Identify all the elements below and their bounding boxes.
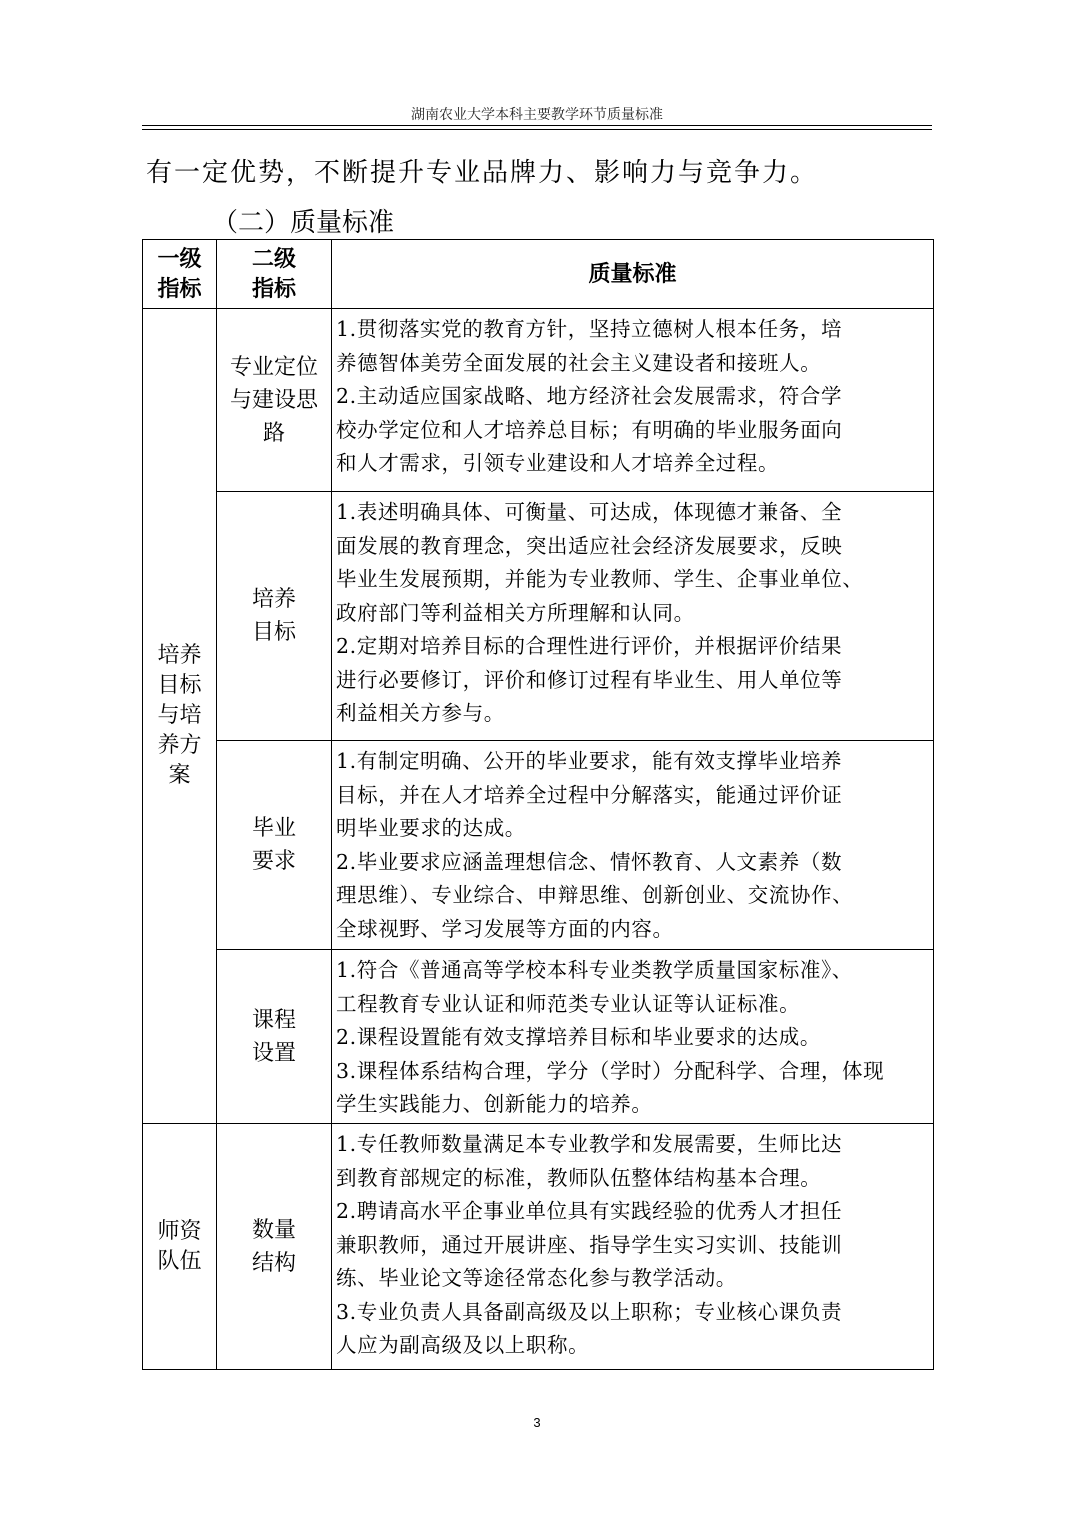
standard-line: 2.主动适应国家战略、地方经济社会发展需求，符合学 [336,384,843,408]
standard-line: 理思维）、专业综合、申辩思维、创新创业、交流协作、 [336,883,854,907]
standard-line: 毕业生发展预期，并能为专业教师、学生、企事业单位、 [336,567,864,591]
level2-text: 课程 [251,1007,296,1033]
standard-line: 兼职教师，通过开展讲座、指导学生实习实训、技能训 [336,1232,843,1257]
header-level2-line: 二级 [251,246,296,272]
standard-line: 目标，并在人才培养全过程中分解落实，能通过评价证 [336,782,843,807]
header-rule-thin [142,129,932,130]
header-level1 [143,240,217,309]
level2-cell [217,950,332,1124]
level2-text: 目标 [251,620,296,645]
level1-cell [143,309,217,1124]
page-number: 3 [533,1415,541,1430]
standard-line: 面发展的教育理念，突出适应社会经济发展要求，反映 [336,533,843,558]
level2-text: 要求 [251,849,296,874]
standard-line: 全球视野、学习发展等方面的内容。 [336,916,674,941]
standard-line: 2.课程设置能有效支撑培养目标和毕业要求的达成。 [336,1025,821,1049]
standard-cell [332,309,934,492]
header-standard: 质量标准 [332,240,934,309]
level2-text: 数量 [251,1217,296,1243]
level2-text: 设置 [251,1040,296,1066]
level2-cell [217,741,332,950]
standard-line: 养德智体美劳全面发展的社会主义建设者和接班人。 [336,350,822,375]
level1-text: 队伍 [157,1248,202,1274]
quality-standard-table [142,239,934,1370]
standard-line: 2.毕业要求应涵盖理想信念、情怀教育、人文素养（数 [336,849,843,874]
standard-line: 人应为副高级及以上职称。 [336,1333,590,1357]
table-row [143,741,934,950]
header-level1-line: 指标 [157,276,202,302]
standard-line: 进行必要修订，评价和修订过程有毕业生、用人单位等 [336,667,843,692]
standard-line: 和人才需求，引领专业建设和人才培养全过程。 [336,451,780,475]
standard-line: 3.课程体系结构合理，学分（学时）分配科学、合理，体现 [336,1058,885,1083]
standard-line: 政府部门等利益相关方所理解和认同。 [336,600,695,625]
standard-line: 1.专任教师数量满足本专业教学和发展需要，生师比达 [336,1132,843,1156]
header-rule [142,125,932,126]
standard-line: 到教育部规定的标准，教师队伍整体结构基本合理。 [336,1165,822,1190]
header-level2-line: 指标 [251,276,296,302]
standard-line: 学生实践能力、创新能力的培养。 [336,1092,653,1116]
table-row [143,1124,934,1370]
standard-line: 1.有制定明确、公开的毕业要求，能有效支撑毕业培养 [336,749,843,773]
standard-line: 校办学定位和人才培养总目标；有明确的毕业服务面向 [336,417,843,442]
standard-line: 2.聘请高水平企事业单位具有实践经验的优秀人才担任 [336,1199,843,1223]
level1-text: 养方 [157,733,202,758]
standard-cell [332,1124,934,1370]
standard-line: 练、毕业论文等途径常态化参与教学活动。 [336,1266,737,1290]
table-row [143,492,934,741]
header-level2 [217,240,332,309]
level2-cell [217,1124,332,1370]
standard-line: 工程教育专业认证和师范类专业认证等认证标准。 [336,991,801,1016]
standard-cell [332,950,934,1124]
standard-cell [332,741,934,950]
standard-line: 1.表述明确具体、可衡量、可达成，体现德才兼备、全 [336,500,843,524]
level2-text: 专业定位 [229,354,318,380]
standard-line: 1.贯彻落实党的教育方针，坚持立德树人根本任务，培 [336,317,843,341]
level2-text: 与建设思 [229,387,318,413]
table-row [143,950,934,1124]
table-row [143,309,934,492]
section-title: （二）质量标准 [212,208,395,238]
standard-line: 1.符合《普通高等学校本科专业类教学质量国家标准》、 [336,958,853,982]
level1-text: 与培 [157,703,202,728]
level1-text: 培养 [157,643,202,668]
standard-line: 利益相关方参与。 [336,701,505,725]
standard-line: 明毕业要求的达成。 [336,816,526,840]
continuation-paragraph: 有一定优势，不断提升专业品牌力、影响力与竞争力。 [146,158,819,188]
running-header: 湖南农业大学本科主要教学环节质量标准 [411,107,663,123]
standard-line: 2.定期对培养目标的合理性进行评价，并根据评价结果 [336,634,843,658]
level2-text: 路 [262,420,285,446]
level1-cell [143,1124,217,1370]
level1-text: 案 [168,763,191,788]
header-level1-line: 一级 [157,246,202,272]
level1-text: 目标 [157,673,202,698]
standard-cell [332,492,934,741]
level2-cell [217,492,332,741]
level2-cell [217,309,332,492]
level2-text: 结构 [251,1250,296,1276]
level2-text: 毕业 [251,816,296,841]
level1-text: 师资 [157,1218,202,1244]
table-header-row [143,240,934,309]
level2-text: 培养 [251,587,296,612]
standard-line: 3.专业负责人具备副高级及以上职称；专业核心课负责 [336,1299,843,1324]
